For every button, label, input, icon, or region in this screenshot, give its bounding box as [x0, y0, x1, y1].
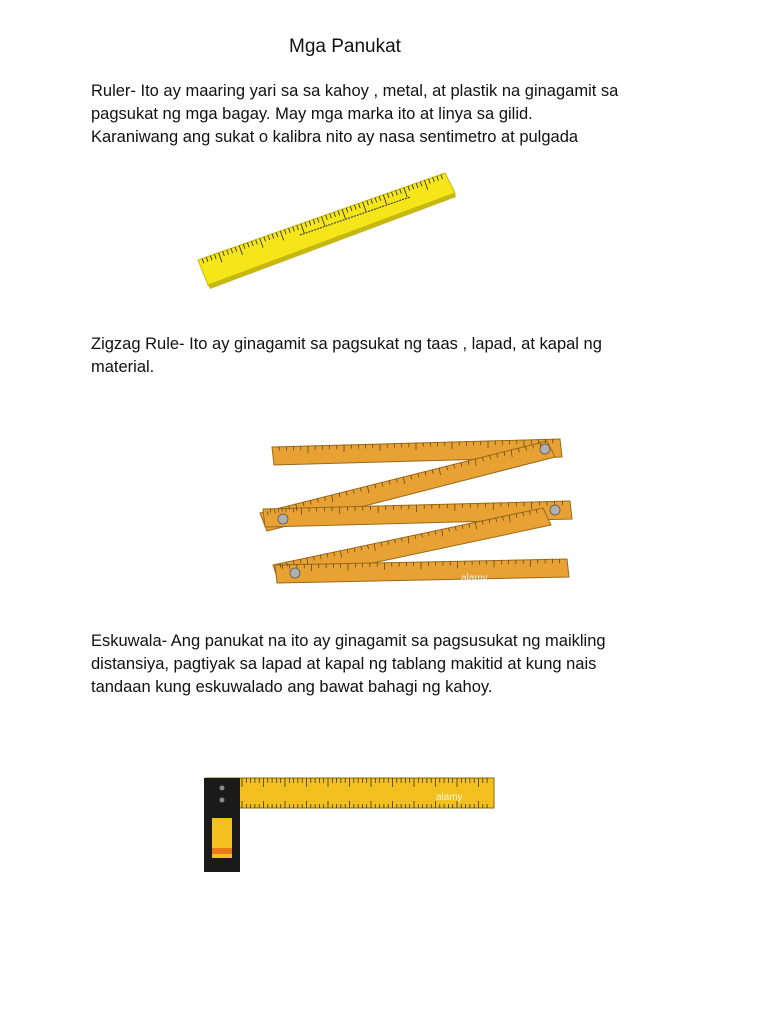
- hinge-rivet: [290, 568, 300, 578]
- hinge-rivet: [550, 505, 560, 515]
- page-title: Mga Panukat: [289, 36, 401, 57]
- watermark: alamy: [436, 792, 463, 803]
- text-line: pagsukat ng mga bagay. May mga marka ito at linya sa gilid.: [91, 105, 533, 123]
- carpenter-square-image: [178, 742, 513, 907]
- text-line: Ruler- Ito ay maaring yari sa sa kahoy , metal, at plastik na ginagamit sa: [91, 82, 619, 100]
- ruler-edge: [208, 193, 456, 289]
- hinge-rivet: [278, 514, 288, 524]
- zigzag-rule-image: [225, 405, 600, 605]
- ruler-paragraph: [91, 80, 711, 149]
- eskuwala-paragraph: [91, 630, 711, 699]
- text-line: Karaniwang ang sukat o kalibra nito ay nasa sentimetro at pulgada: [91, 128, 579, 146]
- zigzag-paragraph: [91, 333, 711, 379]
- text-line: Zigzag Rule- Ito ay ginagamit sa pagsukat ng taas , lapad, at kapal ng: [91, 335, 602, 353]
- yellow-ruler-image: [150, 155, 470, 300]
- handle-rivet: [220, 798, 225, 803]
- text-line: Eskuwala- Ang panukat na ito ay ginagamit sa pagsusukat ng maikling: [91, 632, 606, 650]
- watermark: alamy: [461, 573, 488, 584]
- text-line: distansiya, pagtiyak sa lapad at kapal ng tablang makitid at kung nais: [91, 655, 597, 673]
- handle-rivet: [220, 786, 225, 791]
- text-line: material.: [91, 358, 155, 376]
- ruler-body: [198, 173, 455, 285]
- text-line: tandaan kung eskuwalado ang bawat bahagi ng kahoy.: [91, 678, 493, 696]
- handle-stripe: [212, 848, 232, 854]
- hinge-rivet: [540, 444, 550, 454]
